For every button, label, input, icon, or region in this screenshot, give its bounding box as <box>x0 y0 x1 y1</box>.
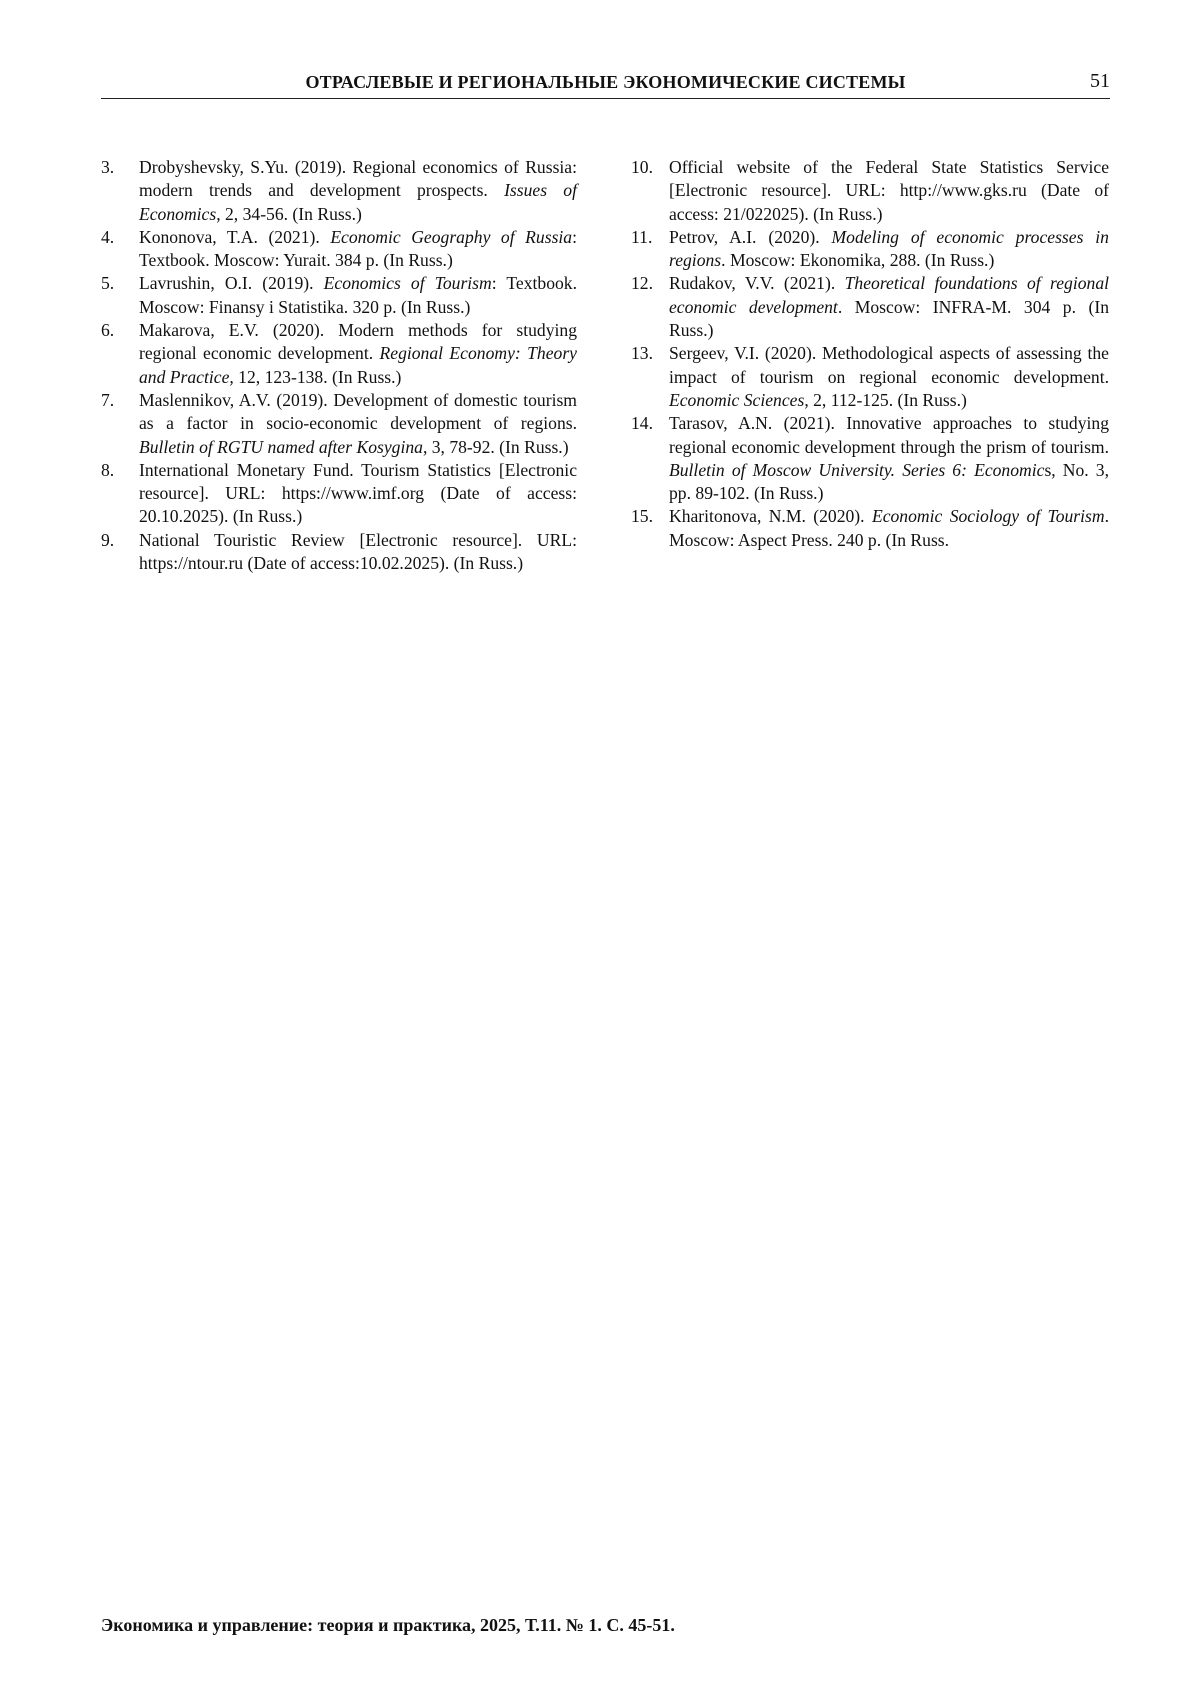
reference-text <box>139 156 577 226</box>
reference-part: Lavrushin, O.I. (2019). <box>139 273 324 294</box>
reference-item <box>631 156 1109 226</box>
references-column-left <box>101 156 577 575</box>
reference-text <box>669 412 1109 505</box>
reference-text <box>139 459 577 529</box>
reference-number: 6. <box>101 320 115 341</box>
reference-number: 15. <box>631 506 653 527</box>
reference-part: Drobyshevsky, S.Yu. (2019). Regional economics of Russia: modern trends and development prospects. <box>139 157 577 201</box>
reference-part: , 2, 112-125. (In Russ.) <box>804 389 967 410</box>
reference-text <box>669 342 1109 412</box>
reference-italic-part: Issues of Economics <box>139 180 577 224</box>
reference-number: 11. <box>631 226 653 247</box>
reference-part: , 2, 34-56. (In Russ.) <box>216 203 362 224</box>
reference-part: International Monetary Fund. Tourism Statistics [Electronic resource]. URL: https://www.imf.org (Date of access: 20.10.2025). (In Russ.) <box>139 459 577 527</box>
reference-item <box>101 272 577 319</box>
reference-part: Rudakov, V.V. (2021). <box>669 273 845 294</box>
reference-number: 12. <box>631 273 653 294</box>
reference-part: . Moscow: Aspect Press. 240 p. (In Russ. <box>669 506 1109 550</box>
reference-part: Kharitonova, N.M. (2020). <box>669 506 872 527</box>
reference-part: . Moscow: Ekonomika, 288. (In Russ.) <box>721 250 995 271</box>
reference-italic-part: Bulletin of Moscow University. Series 6: Economic <box>669 459 1045 480</box>
reference-part: Sergeev, V.I. (2020). Methodological aspects of assessing the impact of tourism on regional economic development. <box>669 343 1109 387</box>
journal-section-title: ОТРАСЛЕВЫЕ И РЕГИОНАЛЬНЫЕ ЭКОНОМИЧЕСКИЕ СИСТЕМЫ <box>305 72 906 92</box>
journal-citation-footer: Экономика и управление: теория и практика, 2025, Т.11. № 1. С. 45-51. <box>101 1615 675 1635</box>
reference-number: 4. <box>101 226 115 247</box>
reference-part: : Textbook. Moscow: Yurait. 384 p. (In Russ.) <box>139 226 577 271</box>
reference-italic-part: Economic Sciences <box>669 389 805 410</box>
reference-number: 13. <box>631 343 653 364</box>
reference-part: Maslennikov, A.V. (2019). Development of domestic tourism as a factor in socio-economic development of regions. <box>139 389 577 434</box>
reference-part: Official website of the Federal State Statistics Service [Electronic resource]. URL: http://www.gks.ru (Date of access: 21/022025). (In Russ.) <box>669 157 1109 224</box>
reference-number: 7. <box>101 389 115 410</box>
reference-part: Petrov, A.I. (2020). <box>669 226 832 247</box>
reference-item <box>101 319 577 389</box>
reference-number: 14. <box>631 413 653 434</box>
reference-text <box>139 226 577 273</box>
reference-italic-part: Theoretical foundations of regional economic development <box>669 273 1109 317</box>
reference-italic-part: Economic Geography of Russia <box>330 226 573 247</box>
reference-item <box>631 412 1109 505</box>
reference-number: 8. <box>101 459 115 480</box>
reference-number: 3. <box>101 157 115 177</box>
reference-item <box>101 389 577 459</box>
reference-italic-part: Bulletin of RGTU named after Kosygina <box>139 436 423 457</box>
reference-text <box>139 272 577 319</box>
reference-text <box>669 226 1109 273</box>
reference-italic-part: Economics of Tourism <box>323 273 492 294</box>
running-header <box>101 70 1110 99</box>
reference-item <box>101 529 577 576</box>
reference-number: 10. <box>631 157 653 177</box>
reference-item <box>631 505 1109 552</box>
reference-text <box>669 156 1109 226</box>
reference-part: : Textbook. Moscow: Finansy i Statistika. 320 p. (In Russ.) <box>139 273 577 317</box>
reference-item <box>101 459 577 529</box>
reference-item <box>631 226 1109 273</box>
references-column-right <box>631 156 1109 552</box>
reference-italic-part: Modeling of economic processes in regions <box>669 226 1109 271</box>
reference-italic-part: Regional Economy: Theory and Practice, <box>139 343 577 387</box>
reference-part: . Moscow: INFRA-M. 304 p. (In Russ.) <box>669 296 1110 341</box>
reference-item <box>101 226 577 273</box>
reference-part: Makarova, E.V. (2020). Modern methods for studying regional economic development. <box>139 320 577 364</box>
reference-text <box>669 272 1109 342</box>
reference-text <box>139 529 577 576</box>
reference-item <box>631 272 1109 342</box>
reference-number: 9. <box>101 529 115 550</box>
reference-item <box>101 156 577 226</box>
reference-text <box>139 389 577 459</box>
reference-part: Kononova, T.A. (2021). <box>139 226 331 247</box>
reference-part: s, No. 3, pp. 89-102. (In Russ.) <box>669 459 1110 504</box>
reference-text <box>669 505 1109 552</box>
reference-part: , 3, 78-92. (In Russ.) <box>422 436 569 457</box>
reference-part: 12, 123-138. (In Russ.) <box>233 366 402 387</box>
reference-part: National Touristic Review [Electronic resource]. URL: https://ntour.ru (Date of access:10.02.2025). (In Russ.) <box>139 529 577 574</box>
reference-italic-part: Economic Sociology of Tourism <box>871 506 1105 527</box>
reference-part: Tarasov, A.N. (2021). Innovative approaches to studying regional economic development through the prism of tourism. <box>669 413 1109 457</box>
reference-number: 5. <box>101 273 115 294</box>
reference-text <box>139 319 577 389</box>
reference-item <box>631 342 1109 412</box>
page-number: 51 <box>1090 70 1110 92</box>
